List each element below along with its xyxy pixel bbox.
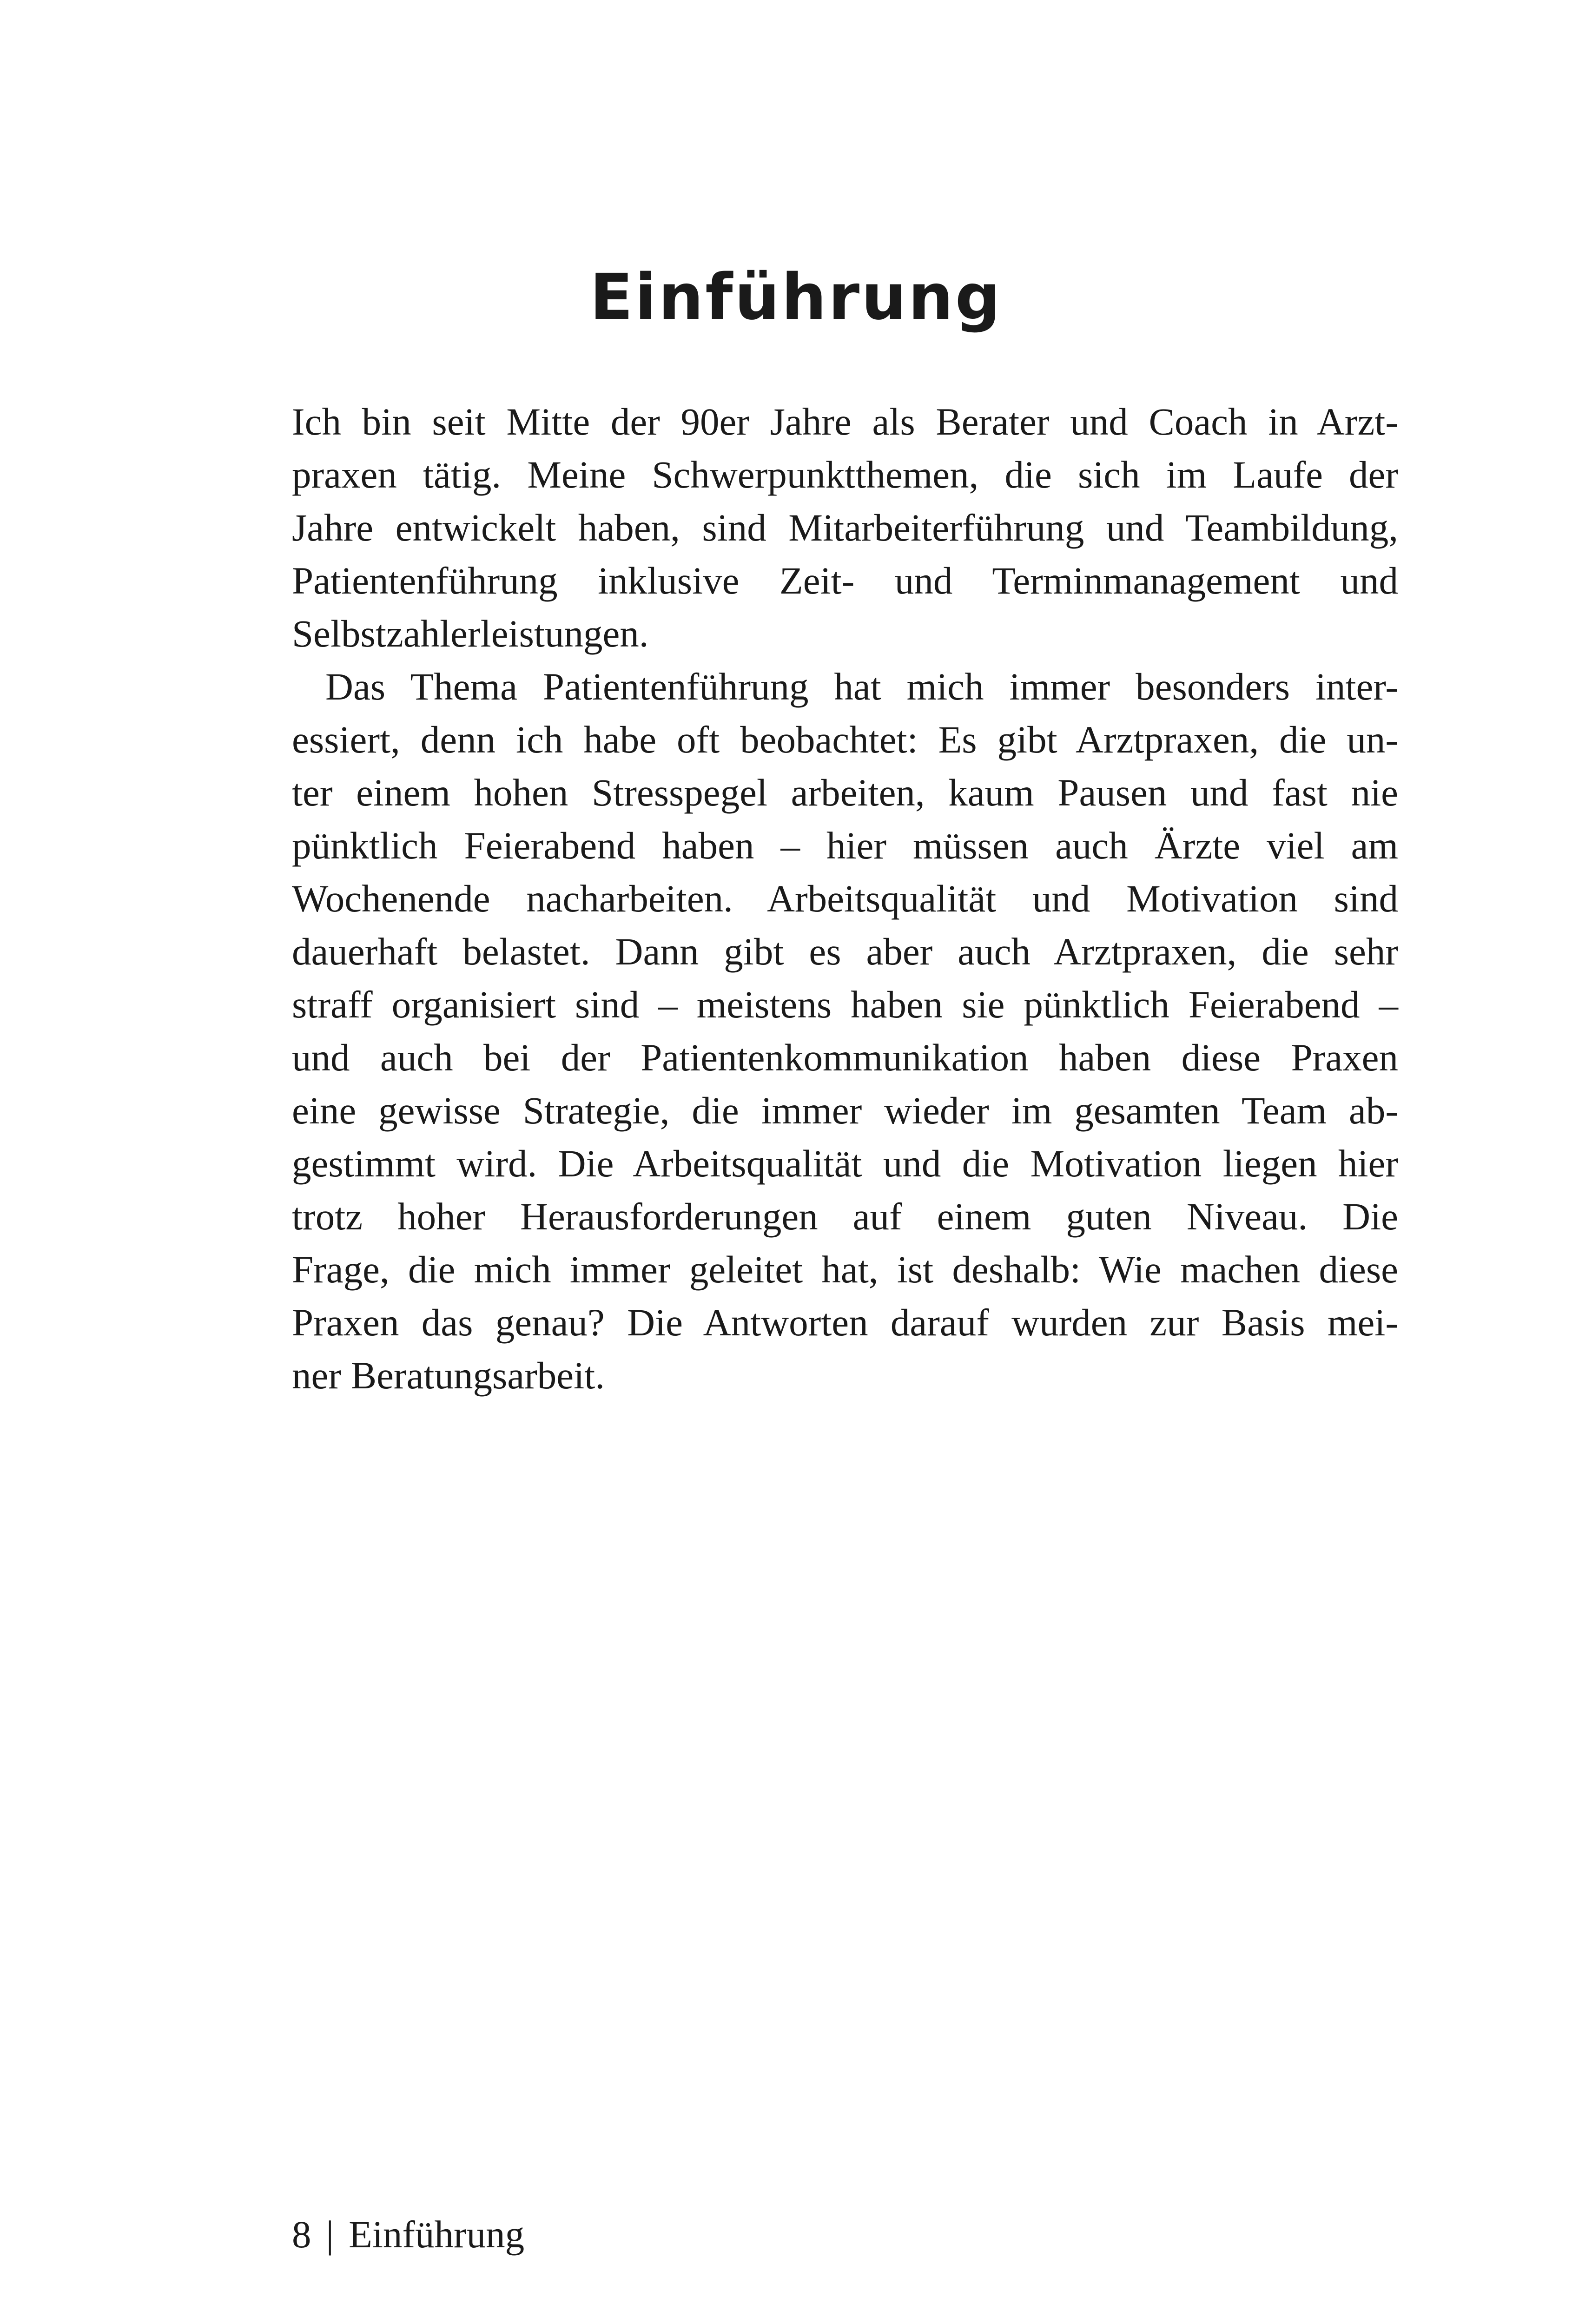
running-title: Einführung (349, 2213, 525, 2256)
paragraph-1 (292, 395, 1398, 660)
body-text (292, 395, 1398, 1402)
text-line: Patientenführung inklusive Zeit- und Terminmanagement und (292, 559, 1398, 602)
text-line: Praxen das genau? Die Antworten darauf wurden zur Basis mei- (292, 1301, 1398, 1344)
text-line: straff organisiert sind – meistens haben sie pünktlich Feierabend – (292, 983, 1398, 1026)
text-line: Frage, die mich immer geleitet hat, ist deshalb: Wie machen diese (292, 1248, 1398, 1291)
text-line: praxen tätig. Meine Schwerpunktthemen, die sich im Laufe der (292, 453, 1398, 496)
footer-separator: | (326, 2213, 334, 2256)
page-number: 8 (292, 2213, 311, 2256)
text-line: und auch bei der Patientenkommunikation haben diese Praxen (292, 1036, 1398, 1079)
text-line: pünktlich Feierabend haben – hier müssen auch Ärzte viel am (292, 824, 1398, 867)
text-line: ter einem hohen Stresspegel arbeiten, kaum Pausen und fast nie (292, 771, 1398, 814)
text-line: Ich bin seit Mitte der 90er Jahre als Berater und Coach in Arzt- (292, 400, 1398, 443)
text-line: Selbstzahlerleistungen. (292, 612, 649, 655)
text-line: dauerhaft belastet. Dann gibt es aber auch Arztpraxen, die sehr (292, 930, 1398, 973)
running-footer (292, 2208, 524, 2261)
text-line: eine gewisse Strategie, die immer wieder im gesamten Team ab- (292, 1089, 1398, 1132)
chapter-title: Einführung (589, 261, 1003, 334)
paragraph-2 (292, 660, 1398, 1402)
text-line: Wochenende nacharbeiten. Arbeitsqualität und Motivation sind (292, 877, 1398, 920)
text-line: Das Thema Patientenführung hat mich immer besonders inter- (325, 665, 1398, 708)
text-line: ner Beratungsarbeit. (292, 1354, 605, 1397)
text-line: gestimmt wird. Die Arbeitsqualität und die Motivation liegen hier (292, 1142, 1398, 1185)
text-line: essiert, denn ich habe oft beobachtet: Es gibt Arztpraxen, die un- (292, 718, 1398, 761)
text-line: trotz hoher Herausforderungen auf einem guten Niveau. Die (292, 1195, 1398, 1238)
text-line: Jahre entwickelt haben, sind Mitarbeiterführung und Teambildung, (292, 506, 1398, 549)
